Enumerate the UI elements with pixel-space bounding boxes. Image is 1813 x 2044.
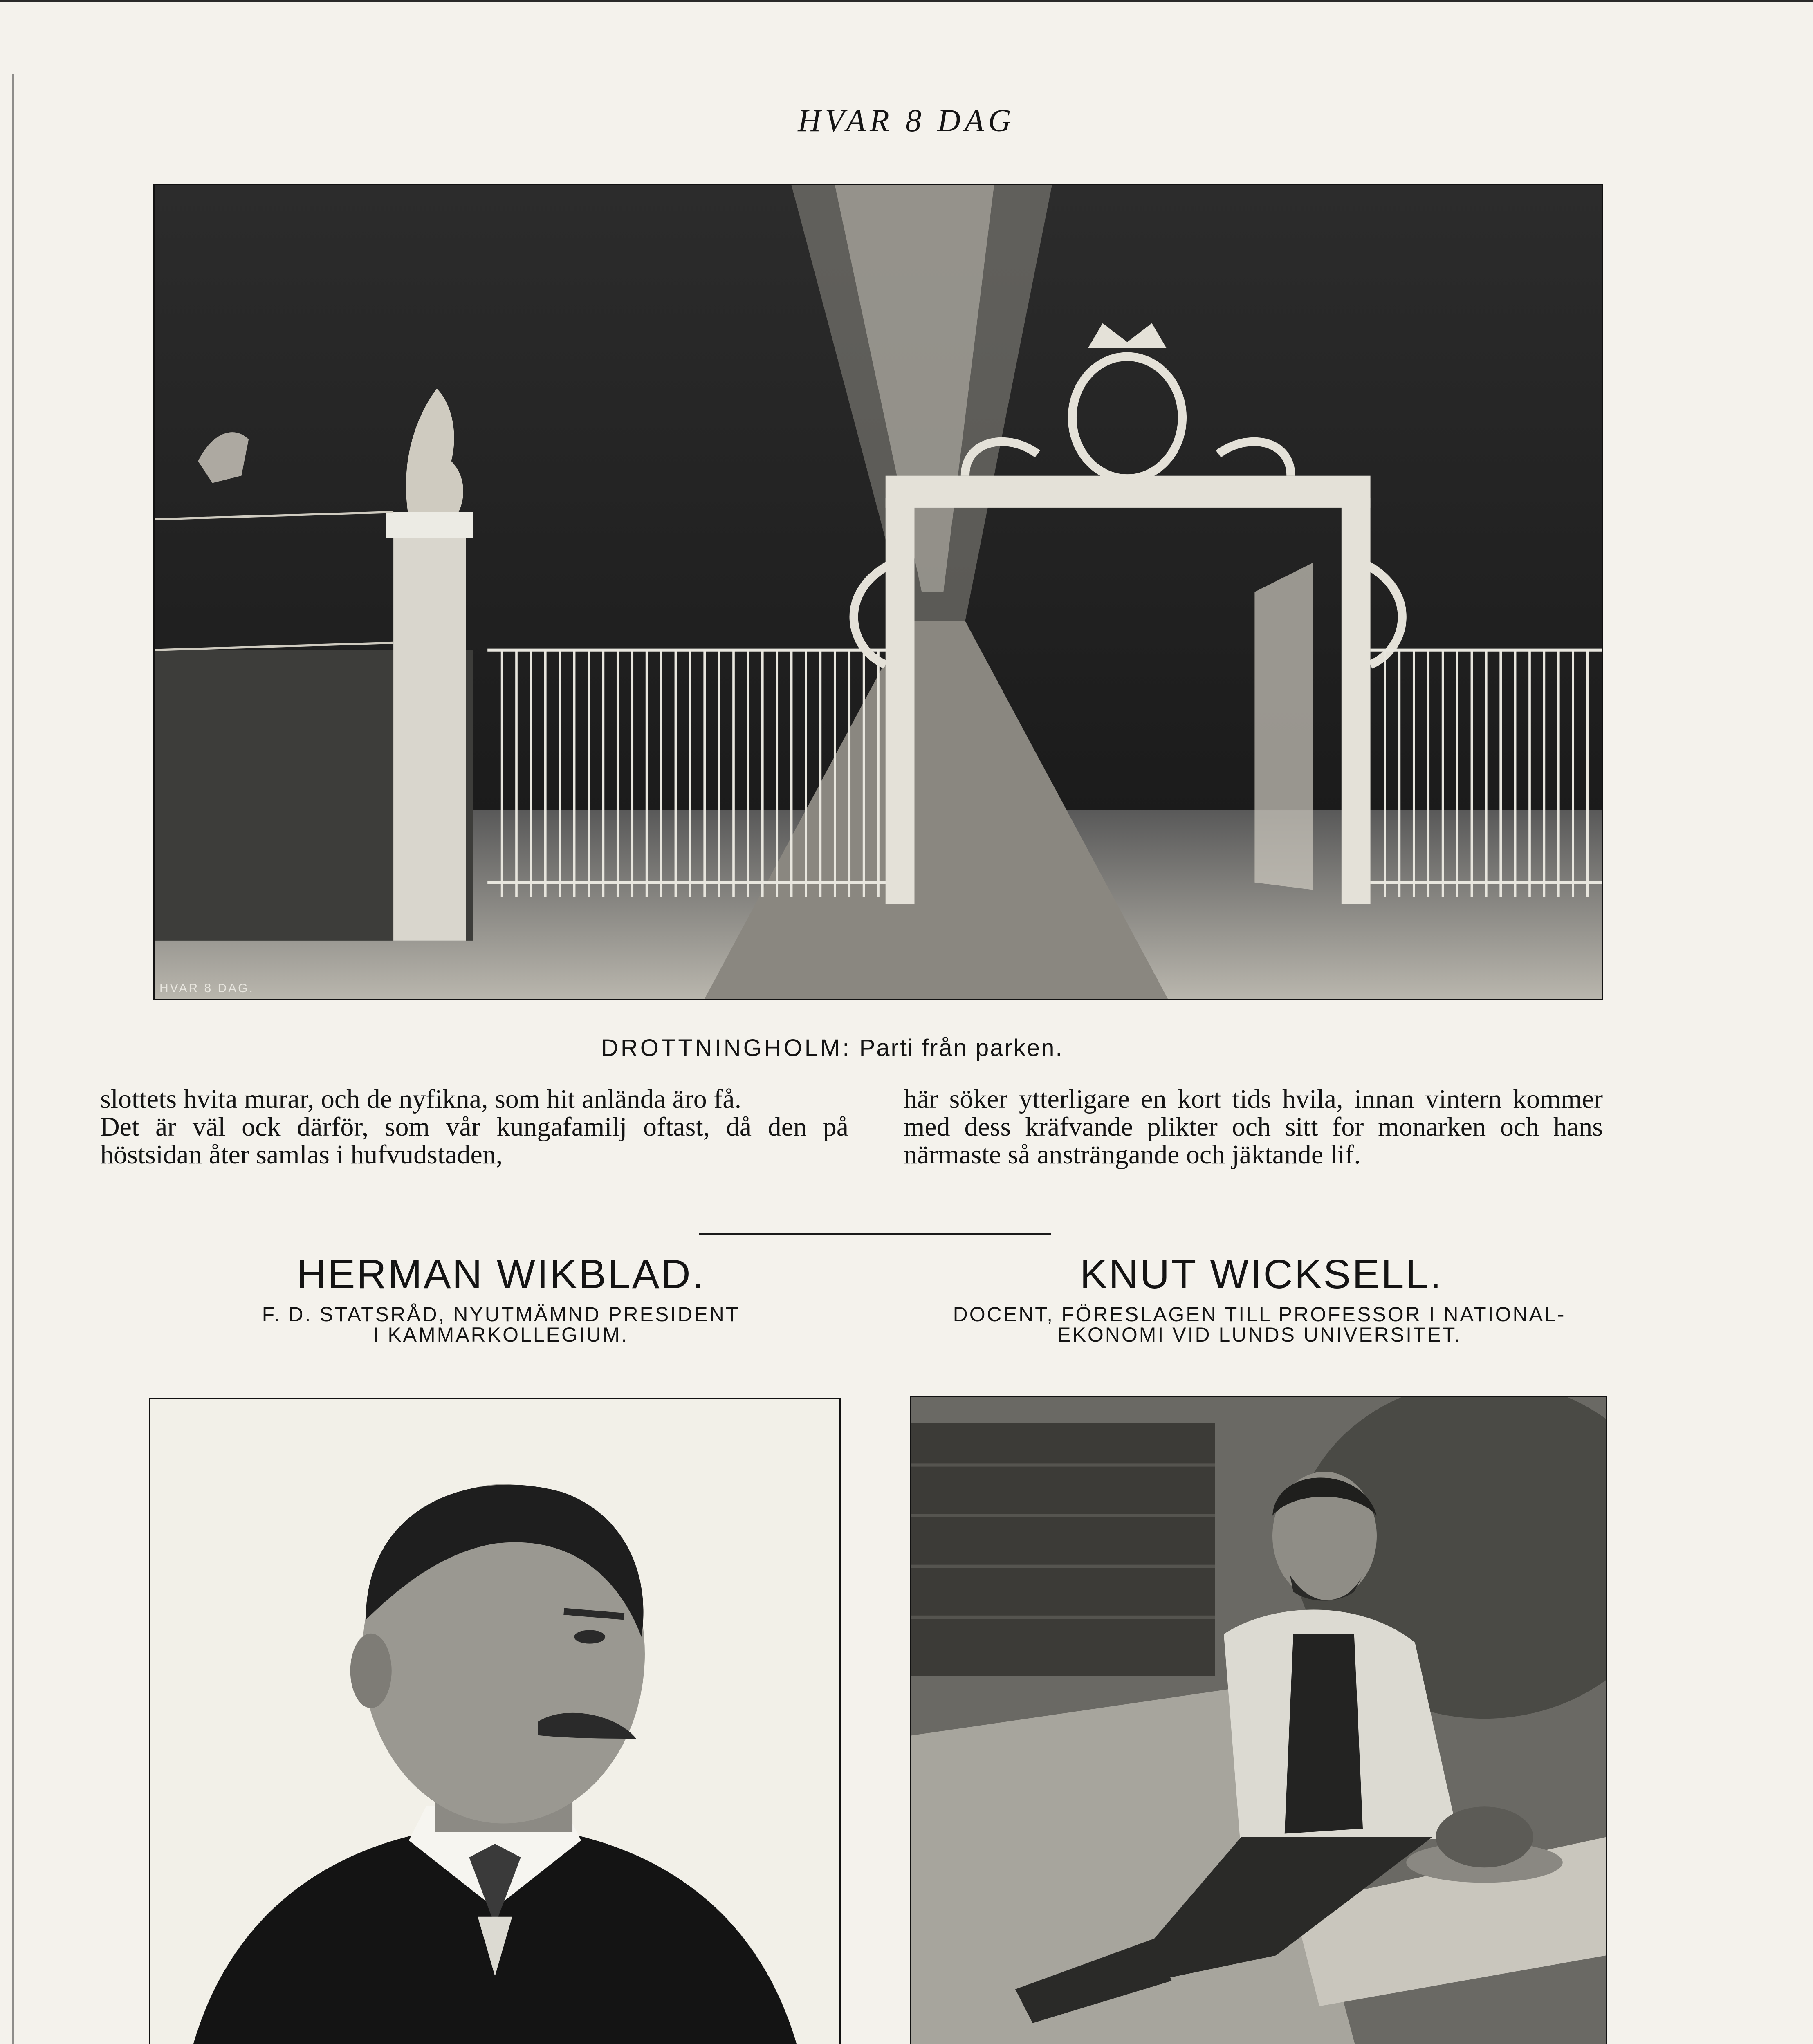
gate-photograph-image <box>155 185 1602 999</box>
wicksell-portrait-image <box>911 1397 1606 2044</box>
wikblad-portrait-image <box>150 1399 839 2044</box>
article-left-column: slottets hvita murar, och de nyfikna, som hit anlända äro få. Det är väl ock därför, som vår kungafamilj oftast, då den på höstsidan åter samlas i hufvudstaden, <box>100 1084 848 1170</box>
gate-caption-location: DROTTNINGHOLM: <box>601 1035 852 1061</box>
wicksell-portrait <box>910 1396 1607 2044</box>
gate-caption-text: Parti från parken. <box>859 1035 1064 1061</box>
left-profile-title-line1: F. D. STATSRÅD, NYUTMÄMND PRESIDENT <box>262 1303 740 1326</box>
gate-photo-credit: HVAR 8 DAG. <box>159 982 254 995</box>
left-profile-title-line2: I KAMMARKOLLEGIUM. <box>373 1323 629 1346</box>
section-divider <box>699 1233 1051 1235</box>
right-profile-title-line2: EKONOMI VID LUNDS UNIVERSITET. <box>1057 1323 1462 1346</box>
left-margin-rule <box>12 74 14 2044</box>
right-profile-name: KNUT WICKSELL. <box>1080 1251 1443 1297</box>
gate-photograph <box>153 184 1603 1000</box>
right-profile-title-line1: DOCENT, FÖRESLAGEN TILL PROFESSOR I NATIONAL- <box>953 1303 1566 1326</box>
wikblad-portrait <box>149 1398 841 2044</box>
article-right-column: här söker ytterligare en kort tids hvila, innan vintern kommer med dess kräfvande plikter och sitt for monarken och hans närmaste så ansträngande och jäktande lif. <box>904 1084 1603 1170</box>
running-head: HVAR 8 DAG <box>798 103 1015 138</box>
left-profile-name: HERMAN WIKBLAD. <box>296 1251 705 1297</box>
gate-caption <box>601 1034 1214 1062</box>
top-rule <box>0 0 1813 2</box>
